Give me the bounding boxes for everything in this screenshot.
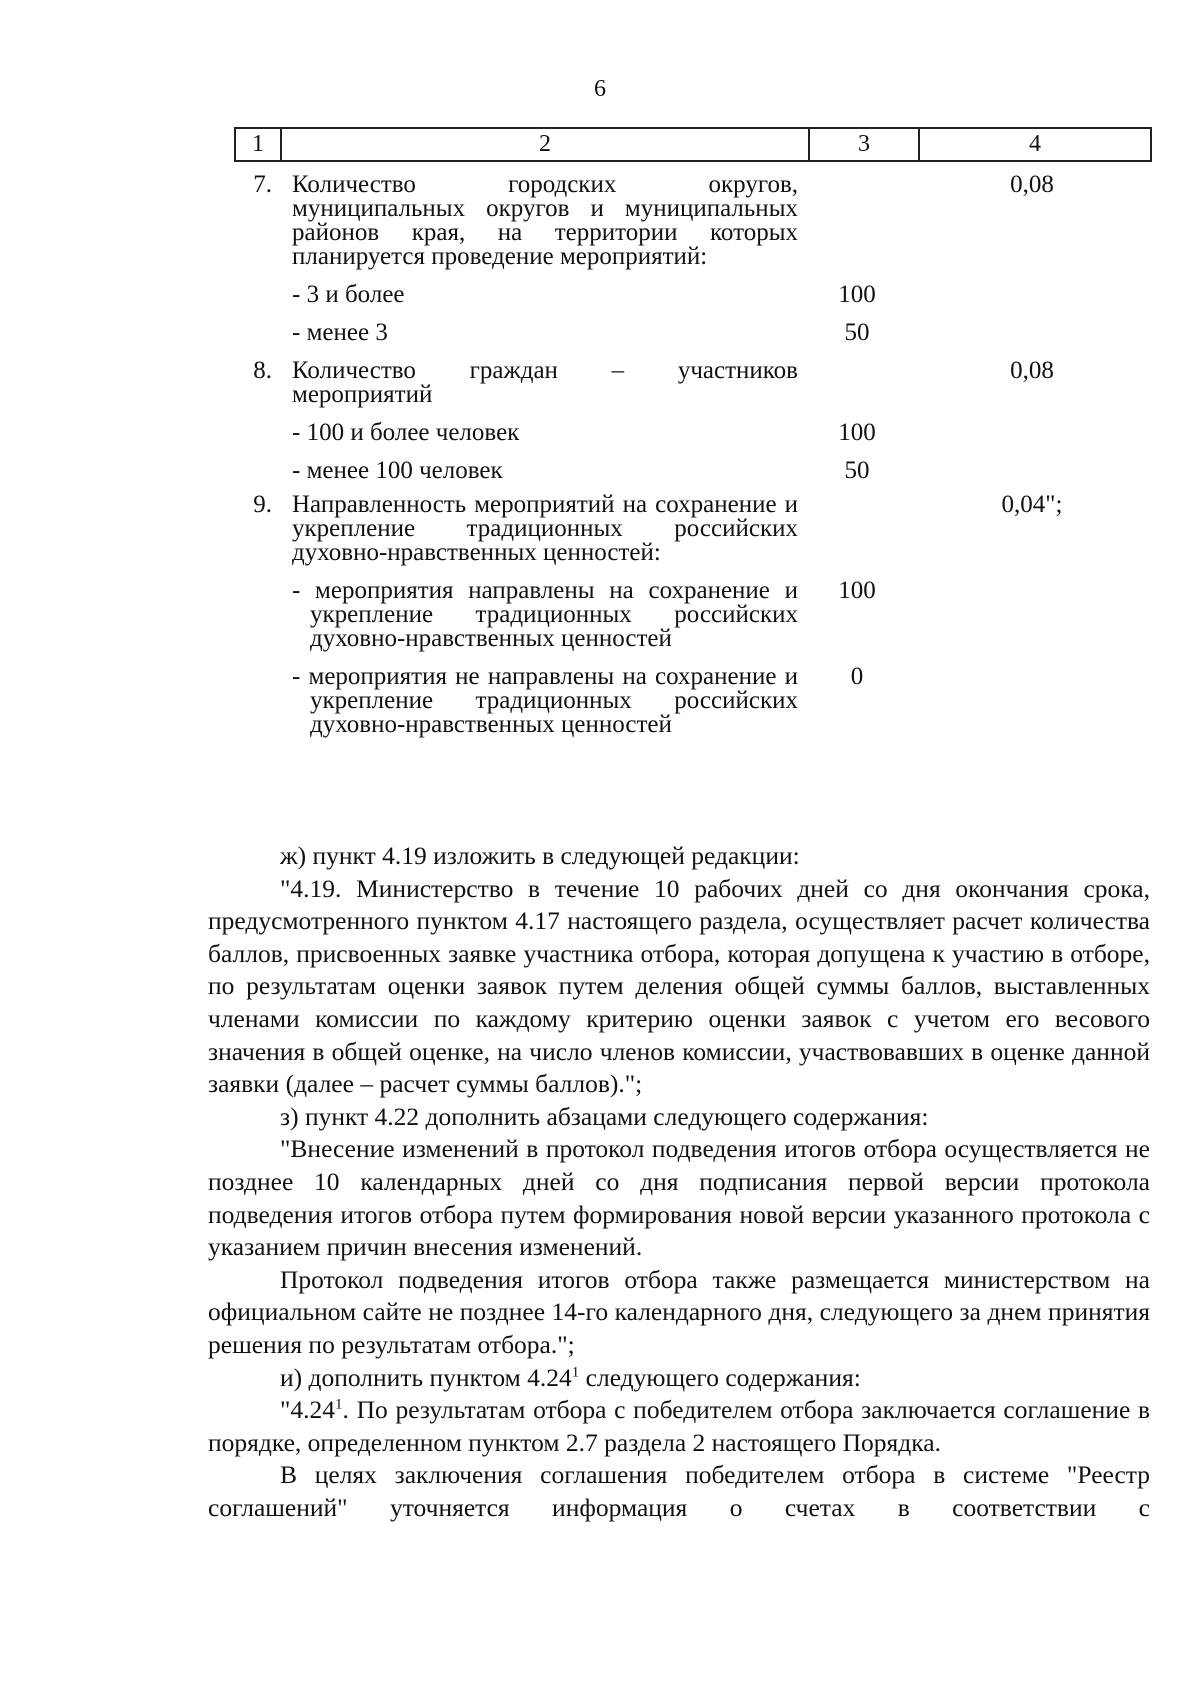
table-row [234, 283, 1152, 307]
criterion-weight: 0,04"; [1001, 491, 1063, 518]
paragraph: и) дополнить пунктом 4.24$^1$ следующего содержания: [280, 1362, 861, 1392]
criterion-number: 8. [253, 357, 272, 384]
table-row [234, 493, 1152, 565]
paragraph: з) пункт 4.22 дополнить абзацами следующего содержания: [280, 1101, 929, 1131]
table-header-cell: 1 [236, 129, 282, 160]
criterion-score-empty [798, 173, 898, 269]
criterion-number: 9. [253, 491, 272, 518]
table-row [234, 459, 1152, 483]
criterion-text: Количество городских округов, муниципальных округов и муниципальных районов края, на территории которых планируется проведение мероприятий: [292, 171, 798, 270]
option-score: 100 [838, 419, 876, 446]
option-score: 100 [838, 577, 876, 604]
option-text: - менее 3 [292, 319, 388, 346]
option-text: - 3 и более [292, 281, 405, 308]
option-score: 50 [844, 319, 870, 346]
table-header-cell: 3 [810, 129, 920, 160]
option-score: 0 [850, 663, 864, 690]
option-text: - мероприятия направлены на сохранение и укрепление традиционных российских духовно-нравственных ценностей [292, 577, 798, 652]
option-score: 100 [838, 281, 876, 308]
option-text: - 100 и более человек [292, 419, 520, 446]
paragraph: "4.24$^1$. По результатам отбора с победителем отбора заключается соглашение в порядке, определенном пунктом 2.7 раздела 2 настоящего Порядка. [208, 1395, 1150, 1457]
table-header-cell: 4 [1029, 131, 1041, 157]
criterion-weight: 0,08 [1010, 171, 1054, 198]
criterion-text: Направленность мероприятий на сохранение и укрепление традиционных российских духовно-нравственных ценностей: [292, 491, 798, 566]
paragraph: Протокол подведения итогов отбора также размещается министерством на официальном сайте не позднее 14-го календарного дня, следующего за днем принятия решения по результатам отбора."; [208, 1264, 1150, 1359]
option-score: 50 [844, 457, 870, 484]
paragraph: В целях заключения соглашения победителем отбора в системе "Реестр соглашений" уточняется информация о счетах в соответствии с [208, 1460, 1150, 1522]
table-row [234, 665, 1152, 737]
table-row [234, 579, 1152, 651]
criterion-number: 7. [253, 171, 272, 198]
option-text: - мероприятия не направлены на сохранение и укрепление традиционных российских духовно-нравственных ценностей [292, 663, 798, 738]
table-row [234, 359, 1152, 407]
table-header-cell: 2 [282, 129, 810, 160]
table-row [234, 321, 1152, 345]
option-text: - менее 100 человек [292, 457, 503, 484]
body-text [208, 840, 1150, 1524]
page-number: 6 [594, 76, 606, 102]
table-header-row [234, 127, 1152, 162]
criterion-text: Количество граждан – участников мероприятий [292, 357, 798, 408]
table-row [234, 173, 1152, 269]
criterion-weight: 0,08 [1010, 357, 1054, 384]
criteria-table [234, 173, 1152, 737]
paragraph: "4.19. Министерство в течение 10 рабочих дней со дня окончания срока, предусмотренного пунктом 4.17 настоящего раздела, осуществляет расчет количества баллов, присвоенных заявке участника отбора, которая допущена к участию в отборе, по результатам оценки заявок путем деления общей суммы баллов, выставленных членами комиссии по каждому критерию оценки заявок с учетом его весового значения в общей оценке, на число членов комиссии, участвовавших в оценке данной заявки (далее – расчет суммы баллов)."; [208, 873, 1150, 1099]
paragraph: "Внесение изменений в протокол подведения итогов отбора осуществляется не позднее 10 календарных дней со дня подписания первой версии протокола подведения итогов отбора путем формирования новой версии указанного протокола с указанием причин внесения изменений. [208, 1134, 1150, 1262]
paragraph: ж) пункт 4.19 изложить в следующей редакции: [280, 841, 800, 870]
table-row [234, 421, 1152, 445]
